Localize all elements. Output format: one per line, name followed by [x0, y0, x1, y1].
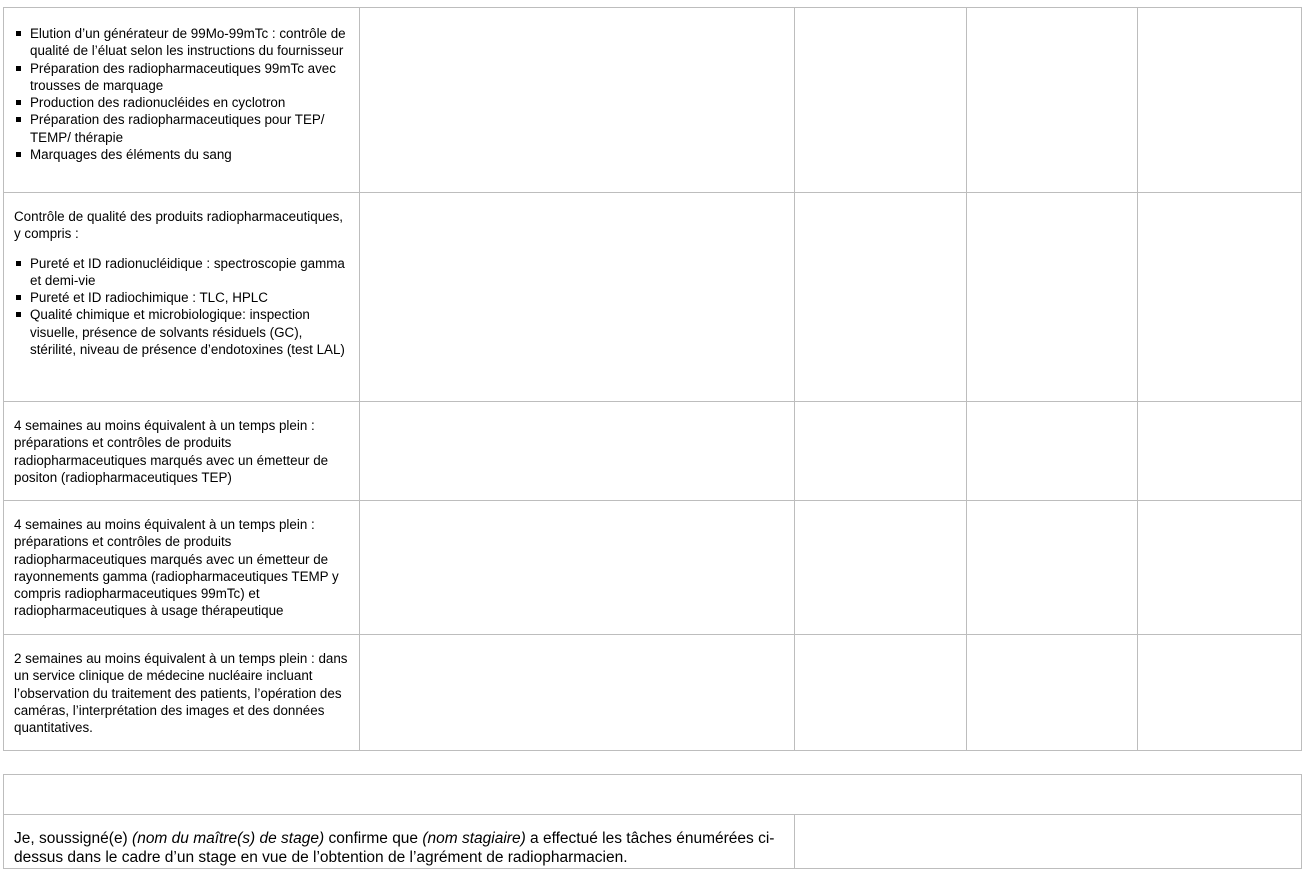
- signature-cell[interactable]: [795, 815, 1302, 869]
- empty-entry-cell[interactable]: [795, 635, 967, 751]
- empty-entry-cell[interactable]: [360, 402, 795, 501]
- table-row: [4, 815, 1302, 869]
- confirmation-table: [3, 774, 1302, 869]
- confirmation-statement-cell: [4, 815, 795, 869]
- empty-entry-cell[interactable]: [795, 402, 967, 501]
- table-row: [4, 775, 1302, 815]
- empty-entry-cell[interactable]: [360, 501, 795, 635]
- task-bullet-list: [14, 25, 350, 163]
- task-description-cell: [4, 8, 360, 193]
- list-item: Pureté et ID radionucléidique : spectroscopie gamma et demi-vie: [14, 255, 350, 290]
- trainee-name-placeholder: (nom stagiaire): [422, 830, 526, 847]
- task-intro: 2 semaines au moins équivalent à un temps plein : dans un service clinique de médecine nucléaire incluant l’observation du traitement des patients, l’opération des caméras, l’interprétation des images et des données quantitatives.: [14, 651, 348, 736]
- list-item: Production des radionucléides en cyclotron: [14, 94, 350, 111]
- list-item: Pureté et ID radiochimique : TLC, HPLC: [14, 289, 350, 306]
- empty-entry-cell[interactable]: [360, 635, 795, 751]
- task-description-cell: [4, 193, 360, 402]
- task-intro: 4 semaines au moins équivalent à un temps plein : préparations et contrôles de produits radiopharmaceutiques marqués avec un émetteur de rayonnements gamma (radiopharmaceutiques TEMP y compris radiopharmaceutiques 99mTc) et radiopharmaceutiques à usage thérapeutique: [14, 517, 339, 619]
- task-description-cell: [4, 635, 360, 751]
- list-item: Qualité chimique et microbiologique: inspection visuelle, présence de solvants résiduels (GC), stérilité, niveau de présence d’endotoxines (test LAL): [14, 306, 350, 358]
- empty-entry-cell[interactable]: [795, 193, 967, 402]
- empty-entry-cell[interactable]: [1138, 635, 1302, 751]
- empty-entry-cell[interactable]: [967, 501, 1138, 635]
- empty-entry-cell[interactable]: [360, 193, 795, 402]
- supervisor-name-placeholder: (nom du maître(s) de stage): [132, 830, 325, 847]
- list-item: Marquages des éléments du sang: [14, 146, 350, 163]
- task-description-cell: [4, 501, 360, 635]
- empty-entry-cell[interactable]: [967, 635, 1138, 751]
- task-intro: 4 semaines au moins équivalent à un temps plein : préparations et contrôles de produits radiopharmaceutiques marqués avec un émetteur de positon (radiopharmaceutiques TEP): [14, 418, 329, 485]
- empty-header-cell: [4, 775, 1302, 815]
- empty-entry-cell[interactable]: [1138, 8, 1302, 193]
- empty-entry-cell[interactable]: [1138, 193, 1302, 402]
- table-row: [4, 8, 1302, 193]
- confirmation-statement: Je, soussigné(e) (nom du maître(s) de stage) confirme que (nom stagiaire) a effectué les tâches énumérées ci-dessus dans le cadre d’un stage en vue de l’obtention de l’agrément de radiopharmacien.: [14, 830, 775, 866]
- empty-entry-cell[interactable]: [795, 8, 967, 193]
- empty-entry-cell[interactable]: [1138, 402, 1302, 501]
- empty-entry-cell[interactable]: [1138, 501, 1302, 635]
- table-row: [4, 501, 1302, 635]
- list-item: Elution d’un générateur de 99Mo-99mTc : contrôle de qualité de l’éluat selon les instructions du fournisseur: [14, 25, 350, 60]
- table-row: [4, 402, 1302, 501]
- empty-entry-cell[interactable]: [967, 8, 1138, 193]
- empty-entry-cell[interactable]: [360, 8, 795, 193]
- empty-entry-cell[interactable]: [795, 501, 967, 635]
- list-item: Préparation des radiopharmaceutiques pour TEP/ TEMP/ thérapie: [14, 111, 350, 146]
- list-item: Préparation des radiopharmaceutiques 99mTc avec trousses de marquage: [14, 60, 350, 95]
- task-description-cell: [4, 402, 360, 501]
- empty-entry-cell[interactable]: [967, 402, 1138, 501]
- table-row: [4, 193, 1302, 402]
- task-bullet-list: [14, 255, 350, 359]
- tasks-table: [3, 7, 1302, 751]
- table-row: [4, 635, 1302, 751]
- empty-entry-cell[interactable]: [967, 193, 1138, 402]
- task-intro: Contrôle de qualité des produits radiopharmaceutiques, y compris :: [14, 209, 344, 242]
